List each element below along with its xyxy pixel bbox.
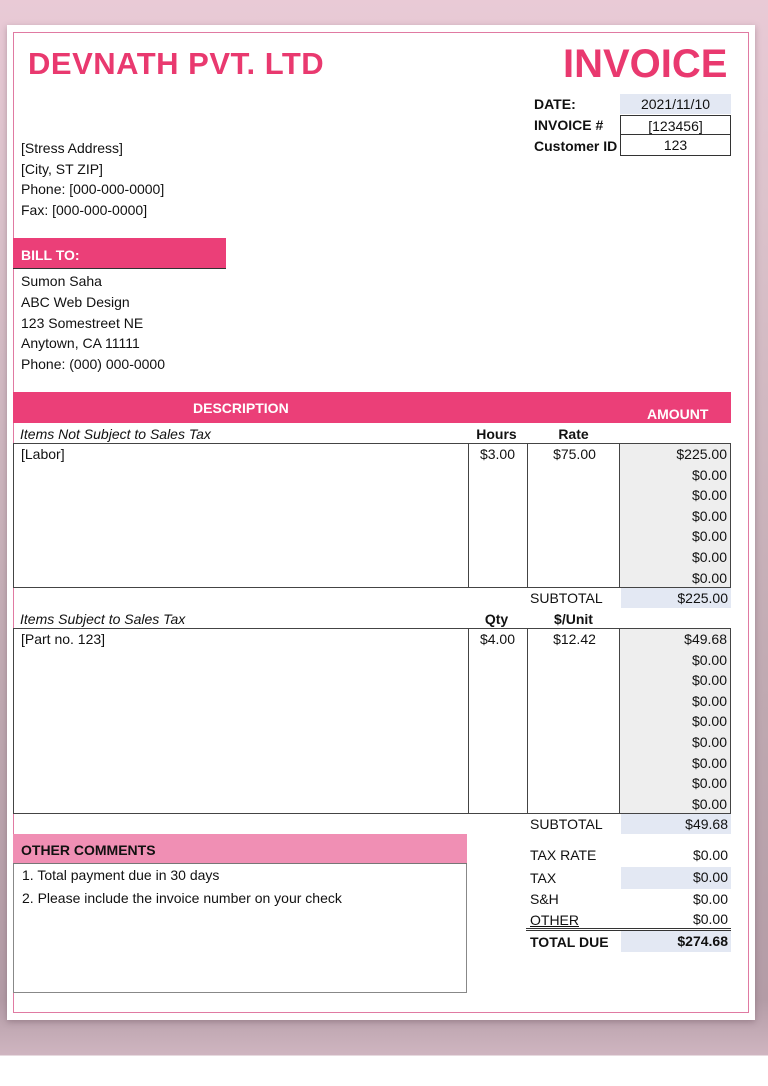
address-city: [City, ST ZIP] [21, 160, 103, 177]
date-value[interactable]: 2021/11/10 [620, 94, 731, 114]
company-address [21, 138, 164, 220]
invoice-number-value[interactable]: [123456] [620, 115, 731, 135]
tax-label: TAX [530, 870, 557, 886]
shipping-handling-label: S&H [530, 891, 559, 907]
non-taxable-amount-column [619, 444, 730, 587]
amount-cell: $0.00 [691, 548, 727, 565]
bill-to-header: BILL TO: [13, 238, 226, 269]
amount-cell: $49.68 [684, 631, 727, 647]
invoice-title: INVOICE [563, 42, 728, 86]
qty-header: Qty [484, 611, 509, 627]
date-label: DATE: [534, 96, 576, 112]
amount-cell: $0.00 [691, 692, 727, 709]
invoice-number-label: INVOICE # [534, 117, 604, 133]
comment-line: 1. Total payment due in 30 days [22, 867, 220, 883]
amount-cell: $0.00 [691, 754, 727, 771]
amount-cell: $0.00 [691, 528, 727, 545]
item-qty[interactable]: $4.00 [479, 631, 516, 647]
amount-cell: $0.00 [691, 507, 727, 524]
amount-cell: $0.00 [691, 466, 727, 483]
item-unit-price[interactable]: $12.42 [553, 631, 596, 647]
amount-cell: $0.00 [691, 713, 727, 730]
hours-header: Hours [476, 426, 517, 442]
bill-to-block [21, 271, 165, 375]
address-street: [Stress Address] [21, 140, 123, 156]
amount-cell: $225.00 [676, 446, 727, 462]
customer-id-label: Customer ID [534, 138, 618, 154]
tax-rate-label: TAX RATE [530, 847, 597, 863]
total-due-value: $274.68 [621, 931, 731, 952]
other-value[interactable]: $0.00 [692, 911, 728, 927]
non-taxable-table [13, 443, 731, 588]
amount-cell: $0.00 [691, 775, 727, 792]
bill-to-company: ABC Web Design [21, 293, 130, 310]
taxable-subtotal-value: $49.68 [621, 814, 731, 834]
bill-to-street: 123 Somestreet NE [21, 314, 144, 331]
tax-value: $0.00 [621, 867, 731, 889]
taxable-title: Items Subject to Sales Tax [20, 611, 186, 627]
company-name: DEVNATH PVT. LTD [28, 46, 325, 81]
amount-cell: $0.00 [691, 569, 727, 586]
bill-to-name: Sumon Saha [21, 273, 102, 289]
amount-cell: $0.00 [691, 672, 727, 689]
total-due-label: TOTAL DUE [530, 934, 609, 950]
rate-header: Rate [558, 426, 589, 442]
non-taxable-subtotal-label: SUBTOTAL [530, 590, 603, 606]
taxable-subtotal-label: SUBTOTAL [530, 816, 603, 832]
address-phone: Phone: [000-000-0000] [21, 181, 165, 197]
non-taxable-title: Items Not Subject to Sales Tax [20, 426, 211, 442]
item-hours[interactable]: $3.00 [479, 446, 516, 462]
amount-cell: $0.00 [691, 795, 727, 812]
amount-cell: $0.00 [691, 733, 727, 750]
amount-cell: $0.00 [691, 651, 727, 668]
address-fax: Fax: [000-000-0000] [21, 201, 148, 218]
amount-header: AMOUNT [647, 406, 709, 422]
bill-to-city: Anytown, CA 11111 [21, 335, 140, 352]
unit-price-header: $/Unit [554, 611, 593, 627]
non-taxable-subtotal-value: $225.00 [621, 588, 731, 608]
customer-id-value[interactable]: 123 [620, 135, 731, 156]
items-header-bar [13, 392, 731, 423]
description-header: DESCRIPTION [193, 400, 289, 416]
other-label: OTHER [530, 912, 579, 928]
item-description[interactable]: [Part no. 123] [21, 631, 106, 647]
other-comments-header: OTHER COMMENTS [13, 834, 467, 864]
comment-line: 2. Please include the invoice number on your check [22, 890, 342, 906]
taxable-amount-column [619, 629, 730, 813]
shipping-handling-value[interactable]: $0.00 [692, 891, 728, 907]
tax-rate-value[interactable]: $0.00 [692, 847, 728, 863]
amount-cell: $0.00 [691, 487, 727, 504]
other-comments-box[interactable] [13, 864, 467, 993]
taxable-table [13, 628, 731, 814]
bill-to-phone: Phone: (000) 000-0000 [21, 356, 165, 373]
item-description[interactable]: [Labor] [21, 446, 65, 462]
item-rate[interactable]: $75.00 [553, 446, 596, 462]
